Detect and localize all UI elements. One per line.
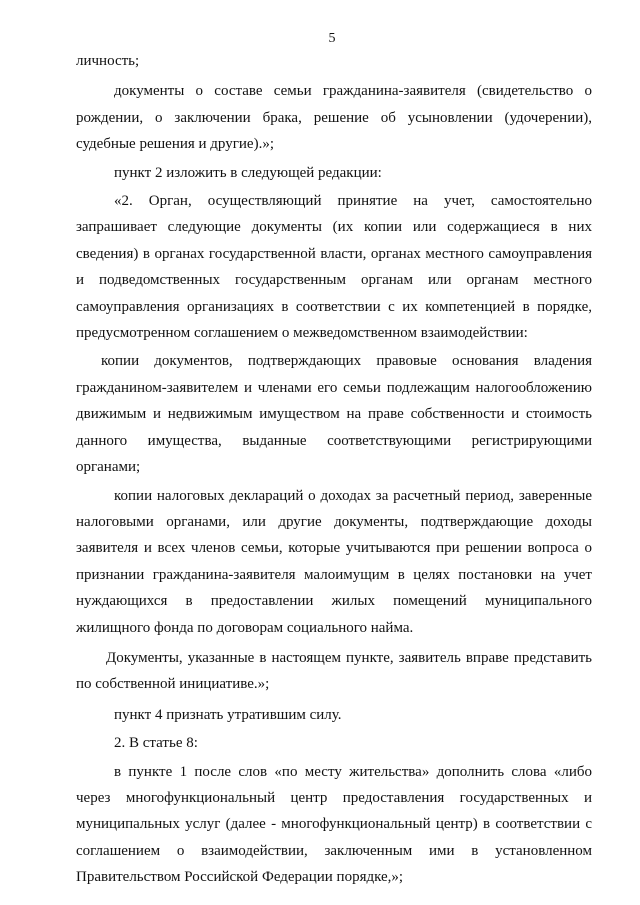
paragraph-personality: личность; [76,53,140,69]
paragraph-point-2-body: «2. Орган, осуществляющий принятие на учет, самостоятельно запрашивает следующие документы (их копии или содержащиеся в них сведения) в органах государственной власти, органах местного самоуправления и подведомственных государственным органам или органам местного самоуправления организациях в соответствии с их компетенцией в порядке, предусмотренном соглашением о межведомственном взаимодействии: [76,193,592,342]
paragraph-family-documents: документы о составе семьи гражданина-заявителя (свидетельство о рождении, о заключении брака, решение об усыновлении (удочерении), судебные решения и другие).»; [76,83,592,153]
paragraph-tax-declarations: копии налоговых деклараций о доходах за расчетный период, заверенные налоговыми органами, или другие документы, подтверждающие доходы заявителя и всех членов семьи, которые учитываются при решении вопроса о признании гражданина-заявителя малоимущим в целях постановки на учет нуждающихся в предоставлении жилых помещений муниципального жилищного фонда по договорам социального найма. [76,487,592,636]
paragraph-own-initiative: Документы, указанные в настоящем пункте, заявитель вправе представить по собственной инициативе.»; [76,649,592,693]
paragraph-article-8-point-1: в пункте 1 после слов «по месту жительства» дополнить слова «либо через многофункциональный центр предоставления государственных и муниципальных услуг (далее - многофункциональный центр) в соответствии с соглашением о взаимодействии, заключенным ими в установленном Правительством Российской Федерации порядке,»; [76,763,592,886]
paragraph-point-4-void: пункт 4 признать утратившим силу. [114,706,342,723]
document-body [76,48,592,891]
paragraph-property-documents: копии документов, подтверждающих правовые основания владения гражданином-заявителем и членами его семьи подлежащим налогообложению движимым и недвижимым имуществом на праве собственности и стоимость данного имущества, выданные соответствующими регистрирующими органами; [76,353,592,476]
page-number: 5 [328,31,336,46]
paragraph-point-2-intro: пункт 2 изложить в следующей редакции: [114,164,382,181]
paragraph-article-8-heading: 2. В статье 8: [114,735,198,752]
